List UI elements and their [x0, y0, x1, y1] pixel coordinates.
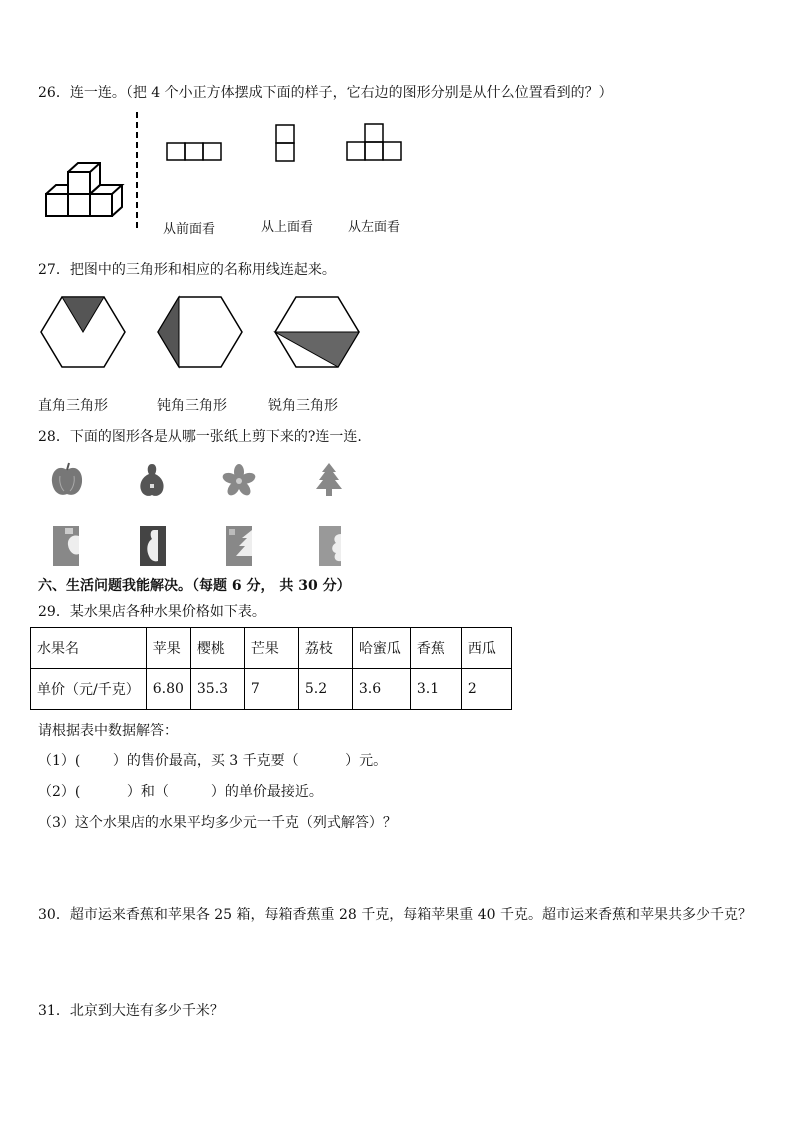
front-view-figure — [166, 142, 222, 162]
q29-sub3: （3）这个水果店的水果平均多少元一千克（列式解答）？ — [38, 815, 397, 831]
table-cell: 苹果 — [146, 628, 190, 669]
table-header-cell: 单价（元/千克） — [31, 669, 147, 710]
view-label-left: 从左面看 — [348, 220, 401, 235]
table-cell: 3.1 — [410, 669, 461, 710]
table-row — [31, 669, 512, 710]
view-label-front: 从前面看 — [163, 222, 216, 237]
table-cell: 荔枝 — [298, 628, 352, 669]
paper-tree-hole — [224, 524, 254, 568]
table-header-cell: 水果名 — [31, 628, 147, 669]
flower-cutout — [222, 464, 256, 498]
apple-cutout — [50, 462, 84, 498]
cube-stack-figure — [44, 158, 124, 220]
table-cell: 7 — [244, 669, 298, 710]
dashed-divider — [134, 112, 140, 232]
name-acute-triangle: 锐角三角形 — [268, 398, 338, 414]
view-label-top: 从上面看 — [261, 220, 314, 235]
q26-title: 26．连一连。（把 4 个小正方体摆成下面的样子，它右边的图形分别是从什么位置看到的？） — [38, 85, 613, 101]
table-cell: 樱桃 — [190, 628, 244, 669]
q30-title: 30．超市运来香蕉和苹果各 25 箱，每箱香蕉重 28 千克，每箱苹果重 40 千克。超市运来香蕉和苹果共多少千克？ — [38, 907, 752, 923]
table-cell: 2 — [461, 669, 511, 710]
hexagon-acute-triangle — [274, 296, 360, 368]
table-cell: 西瓜 — [461, 628, 511, 669]
hexagon-right-triangle — [40, 296, 126, 368]
table-cell: 3.6 — [352, 669, 410, 710]
hexagon-obtuse-triangle — [157, 296, 243, 368]
paper-flower-hole — [317, 524, 347, 568]
table-cell: 芒果 — [244, 628, 298, 669]
name-obtuse-triangle: 钝角三角形 — [157, 398, 227, 414]
gourd-cutout — [137, 462, 167, 498]
q29-sub1: （1）( ）的售价最高，买 3 千克要（ ）元。 — [38, 753, 388, 769]
table-cell: 哈蜜瓜 — [352, 628, 410, 669]
q29-title: 29．某水果店各种水果价格如下表。 — [38, 604, 266, 620]
fruit-price-table — [30, 627, 512, 710]
name-right-triangle: 直角三角形 — [38, 398, 108, 414]
q29-instruction: 请根据表中数据解答： — [38, 723, 178, 739]
q27-title: 27．把图中的三角形和相应的名称用线连起来。 — [38, 262, 336, 278]
table-cell: 35.3 — [190, 669, 244, 710]
q28-title: 28．下面的图形各是从哪一张纸上剪下来的?连一连. — [38, 429, 362, 445]
table-cell: 5.2 — [298, 669, 352, 710]
tree-cutout — [314, 462, 344, 498]
left-view-figure — [346, 123, 402, 161]
table-cell: 6.80 — [146, 669, 190, 710]
q31-title: 31．北京到大连有多少千米？ — [38, 1003, 224, 1019]
q29-sub2: （2）( ）和（ ）的单价最接近。 — [38, 784, 323, 800]
table-row — [31, 628, 512, 669]
paper-gourd-hole — [138, 524, 168, 568]
table-cell: 香蕉 — [410, 628, 461, 669]
section-6-title: 六、生活问题我能解决。（每题 6 分， 共 30 分） — [38, 578, 351, 594]
paper-apple-hole — [51, 524, 81, 568]
top-view-figure — [275, 124, 295, 162]
